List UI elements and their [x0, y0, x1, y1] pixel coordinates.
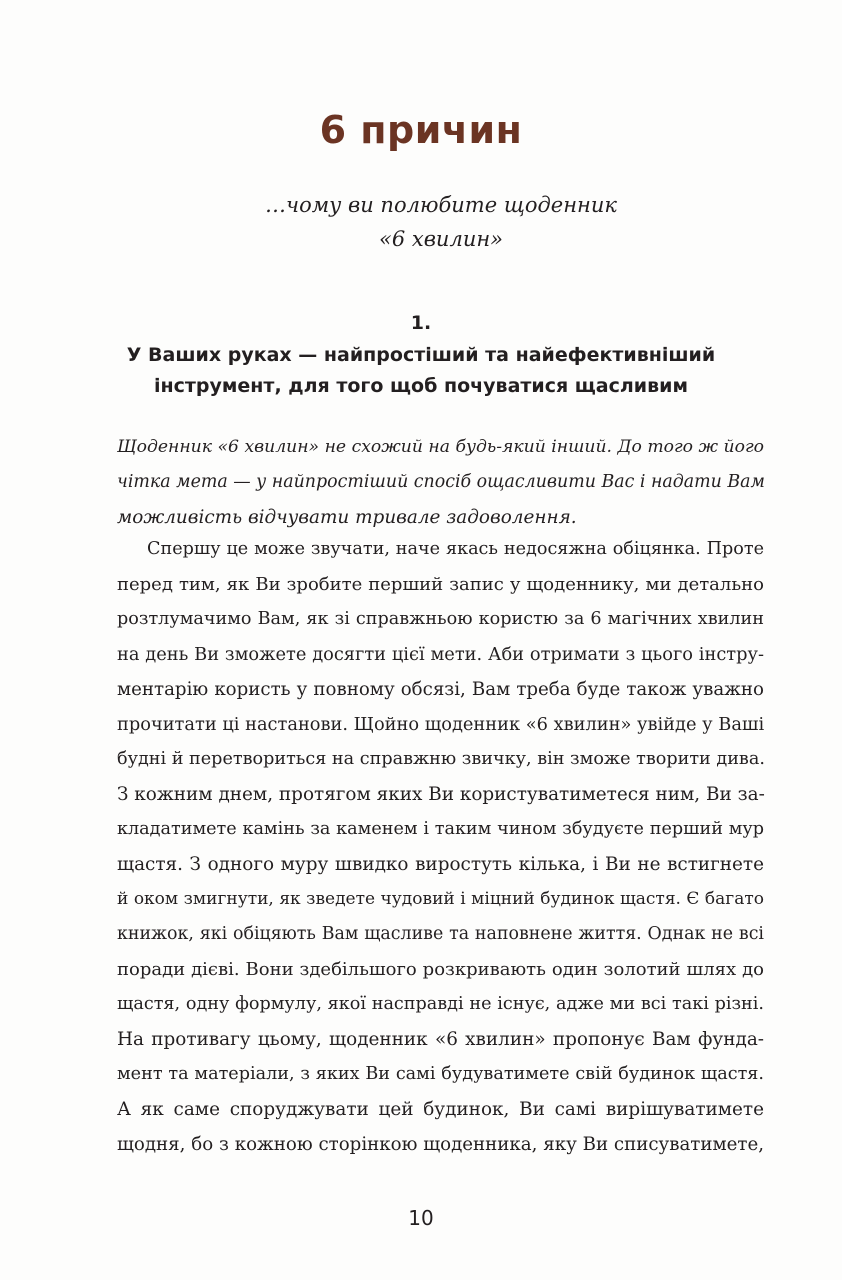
- section-heading: [120, 340, 722, 402]
- body-line: й оком змигнути, як зведете чудовий і міцний будинок щастя. Є багато: [117, 889, 764, 909]
- body-line: на день Ви зможете досягти цієї мети. Аби отримати з цього інстру-: [117, 644, 764, 665]
- section-heading-line-2: інструмент, для того щоб почуватися щасливим: [153, 375, 688, 397]
- body-line: поради дієві. Вони здебільшого розкривають один золотий шлях до: [117, 959, 764, 980]
- body-line: перед тим, як Ви зробите перший запис у щоденнику, ми детально: [117, 574, 764, 595]
- subtitle-line-1: …чому ви полюбите щоденник: [265, 193, 617, 217]
- body-line: Спершу це може звучати, наче якась недосяжна обіцянка. Проте: [147, 539, 764, 559]
- body-line: мент та матеріали, з яких Ви самі будуватимете свій будинок щастя.: [117, 1064, 764, 1084]
- intro-line: Щоденник «6 хвилин» не схожий на будь-який інший. До того ж його: [117, 437, 764, 457]
- subtitle-line-2: «6 хвилин»: [378, 227, 504, 251]
- body-line: щастя. З одного муру швидко виростуть кілька, і Ви не встигнете: [117, 854, 764, 875]
- intro-line: можливість відчувати тривале задоволення.: [117, 507, 577, 528]
- body-line: книжок, які обіцяють Вам щасливе та наповнене життя. Однак не всі: [117, 924, 764, 944]
- intro-line: чітка мета — у найпростіший спосіб ощасливити Вас і надати Вам: [117, 472, 765, 492]
- section-heading-line-1: У Ваших руках — найпростіший та найефективніший: [126, 344, 716, 366]
- body-line: розтлумачимо Вам, як зі справжньою користю за 6 магічних хвилин: [117, 609, 764, 629]
- body-line: прочитати ці настанови. Щойно щоденник «6 хвилин» увійде у Ваші: [117, 714, 765, 735]
- body-line: З кожним днем, протягом яких Ви користуватиметеся ним, Ви за-: [117, 784, 765, 805]
- body-line: ментарію користь у повному обсязі, Вам треба буде також уважно: [117, 679, 764, 700]
- body-line: А як саме споруджувати цей будинок, Ви самі вирішуватимете: [117, 1099, 764, 1120]
- section-number: 1.: [410, 312, 432, 334]
- body-line: будні й перетвориться на справжню звичку, він зможе творити дива.: [117, 749, 765, 769]
- body-line: щодня, бо з кожною сторінкою щоденника, яку Ви списуватимете,: [117, 1134, 764, 1155]
- chapter-title: 6 причин: [319, 108, 523, 152]
- chapter-subtitle: [220, 188, 662, 256]
- body-line: На противагу цьому, щоденник «6 хвилин» пропонує Вам фунда-: [117, 1029, 764, 1050]
- body-line: щастя, одну формулу, якої насправді не існує, адже ми всі такі різні.: [117, 994, 764, 1014]
- body-paragraph: [117, 532, 764, 1162]
- page-number: 10: [408, 1206, 434, 1230]
- intro-paragraph: [117, 430, 764, 535]
- body-line: кладатимете камінь за каменем і таким чином збудуєте перший мур: [117, 819, 764, 839]
